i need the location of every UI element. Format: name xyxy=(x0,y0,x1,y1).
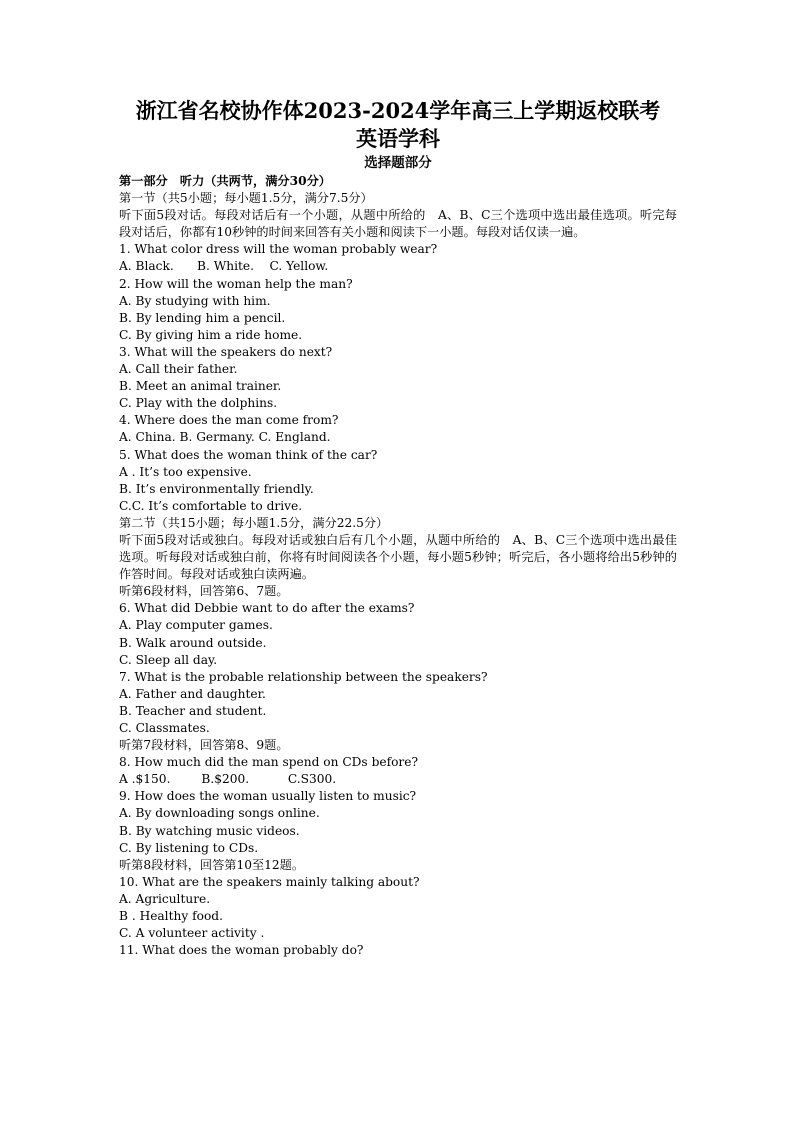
question: 9. How does the woman usually listen to music? xyxy=(119,789,417,804)
answer-option: B. Walk around outside. xyxy=(119,635,267,650)
question: 6. What did Debbie want to do after the exams? xyxy=(119,601,415,616)
answer-option: C. A volunteer activity . xyxy=(119,926,265,941)
instruction-paragraph: 听下面5段对话或独白。每段对话或独白后有几个小题，从题中所给的 A、B、C三个选项中选出最佳选项。听每段对话或独白前，你将有时间阅读各个小题，每小题5秒钟；听完后，各小题将给出5秒钟的作答时间。每段对话或独白读两遍。 xyxy=(119,532,677,582)
answer-option: B. By lending him a pencil. xyxy=(119,310,286,325)
question: 2. How will the woman help the man? xyxy=(119,276,353,291)
answer-option: C. Play with the dolphins. xyxy=(119,396,278,411)
answer-option: C. Classmates. xyxy=(119,721,210,735)
document-title xyxy=(119,97,677,153)
title-line-2: 英语学科 xyxy=(356,126,440,151)
answer-option: A. By downloading songs online. xyxy=(119,806,320,821)
question: 1. What color dress will the woman probably wear? xyxy=(119,242,438,257)
answer-option: A. Call their father. xyxy=(119,362,238,377)
question: 3. What will the speakers do next? xyxy=(119,344,333,359)
answer-option: B . Healthy food. xyxy=(119,909,223,924)
answer-options: A. China. B. Germany. C. England. xyxy=(119,430,331,445)
answer-option: A. By studying with him. xyxy=(119,293,271,308)
answer-option: B. It’s environmentally friendly. xyxy=(119,481,314,496)
answer-option: A. Agriculture. xyxy=(119,891,211,906)
answer-options: A. Black. B. White. C. Yellow. xyxy=(119,259,329,274)
answer-option: B. Teacher and student. xyxy=(119,703,267,718)
question: 5. What does the woman think of the car? xyxy=(119,447,378,462)
material-heading: 听第8段材料，回答第10至12题。 xyxy=(119,857,305,872)
question: 7. What is the probable relationship between the speakers? xyxy=(119,669,488,684)
answer-option: A. Play computer games. xyxy=(119,618,273,633)
section-heading: 选择题部分 xyxy=(364,155,432,171)
answer-options: A .$150. B.$200. C.S300. xyxy=(119,772,337,787)
section-instruction: 第二节（共15小题；每小题1.5分，满分22.5分） xyxy=(119,515,389,530)
part-heading: 第一部分 听力（共两节，满分30分） xyxy=(119,174,331,188)
question: 10. What are the speakers mainly talking about? xyxy=(119,874,420,889)
answer-option: A . It’s too expensive. xyxy=(119,464,252,479)
document-body xyxy=(119,173,677,959)
answer-option: A. Father and daughter. xyxy=(119,686,266,701)
question: 11. What does the woman probably do? xyxy=(119,943,364,958)
answer-option: C. By giving him a ride home. xyxy=(119,327,303,342)
answer-option: C.C. It’s comfortable to drive. xyxy=(119,498,303,513)
answer-option: B. By watching music videos. xyxy=(119,823,300,838)
question: 4. Where does the man come from? xyxy=(119,413,339,428)
question: 8. How much did the man spend on CDs before? xyxy=(119,755,418,770)
instruction-paragraph: 听下面5段对话。每段对话后有一个小题，从题中所给的 A、B、C三个选项中选出最佳选项。听完每段对话后，你都有10秒钟的时间来回答有关小题和阅读下一小题。每段对话仅读一遍。 xyxy=(119,208,677,240)
answer-option: C. By listening to CDs. xyxy=(119,840,259,855)
answer-option: B. Meet an animal trainer. xyxy=(119,379,282,394)
material-heading: 听第6段材料，回答第6、7题。 xyxy=(119,584,289,599)
material-heading: 听第7段材料，回答第8、9题。 xyxy=(119,738,289,753)
answer-option: C. Sleep all day. xyxy=(119,652,218,667)
title-line-1: 浙江省名校协作体2023-2024学年高三上学期返校联考 xyxy=(135,98,661,123)
section-instruction: 第一节（共5小题；每小题1.5分，满分7.5分） xyxy=(119,191,373,206)
